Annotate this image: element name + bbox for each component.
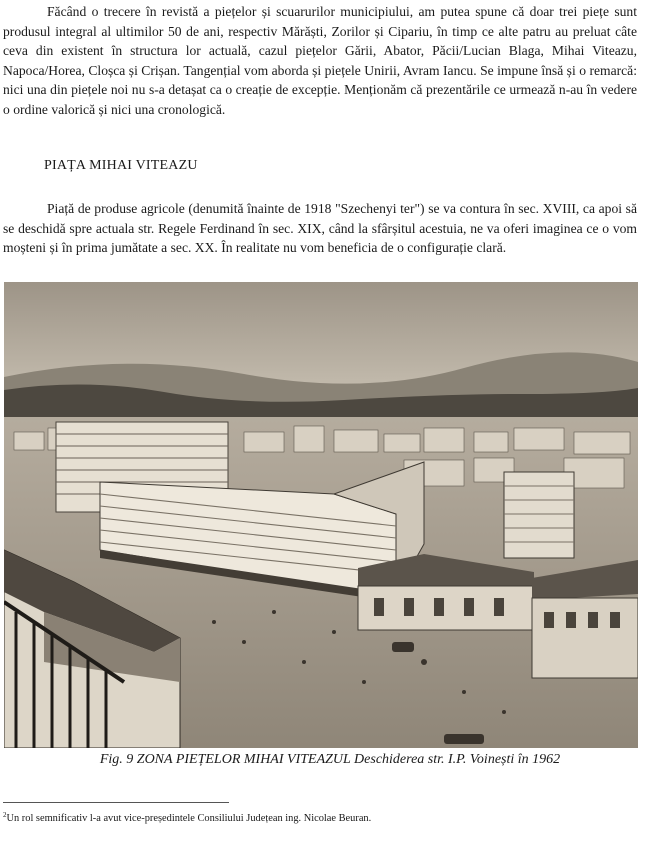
footnote-marker: 2 xyxy=(3,811,7,819)
section-heading: PIAȚA MIHAI VITEAZU xyxy=(44,158,198,173)
footnote-divider xyxy=(3,802,229,803)
footnote-text: Un rol semnificativ l-a avut vice-președintele Consiliului Județean ing. Nicolae Beuran. xyxy=(6,813,372,824)
right-office-building xyxy=(504,472,574,558)
body-paragraph: Piață de produse agricole (denumită înainte de 1918 "Szechenyi ter") se va contura în sec. XVIII, ca apoi să se deschidă spre actuala str. Regele Ferdinand în sec. XIX, când la sfârșitul acestuia, ne va oferi imaginea ce o vom moșteni și în prima jumătate a sec. XX. În realitate nu vom beneficia de o configurație clară. xyxy=(3,201,637,256)
photo-illustration xyxy=(4,282,638,748)
intro-paragraph: Făcând o trecere în revistă a piețelor și scuarurilor municipiului, am putea spune că doar trei piețe sunt produsul integral al ultimilor 50 de ani, respectiv Mărăști, Zorilor și Cipariu, în timp ce alte patru au preluat câte ceva din existent în structura lor actuală, cazul piețelor Gării, Abator, Păcii/Lucian Blaga, Mihai Viteazu, Napoca/Horea, Cloșca și Crișan. Tangențial vom aborda și piețele Unirii, Avram Iancu. Se impune însă și o remarcă: nici una din piețele noi nu s-a detașat ca o creație de excepție. Menționăm că prezentările ce urmează n-au în vedere o ordine valorică și nici una cronologică. xyxy=(3,4,637,117)
footnote xyxy=(3,811,643,824)
historic-photo xyxy=(4,282,638,748)
figure-caption: Fig. 9 ZONA PIEȚELOR MIHAI VITEAZUL Deschiderea str. I.P. Voinești în 1962 xyxy=(99,752,561,767)
